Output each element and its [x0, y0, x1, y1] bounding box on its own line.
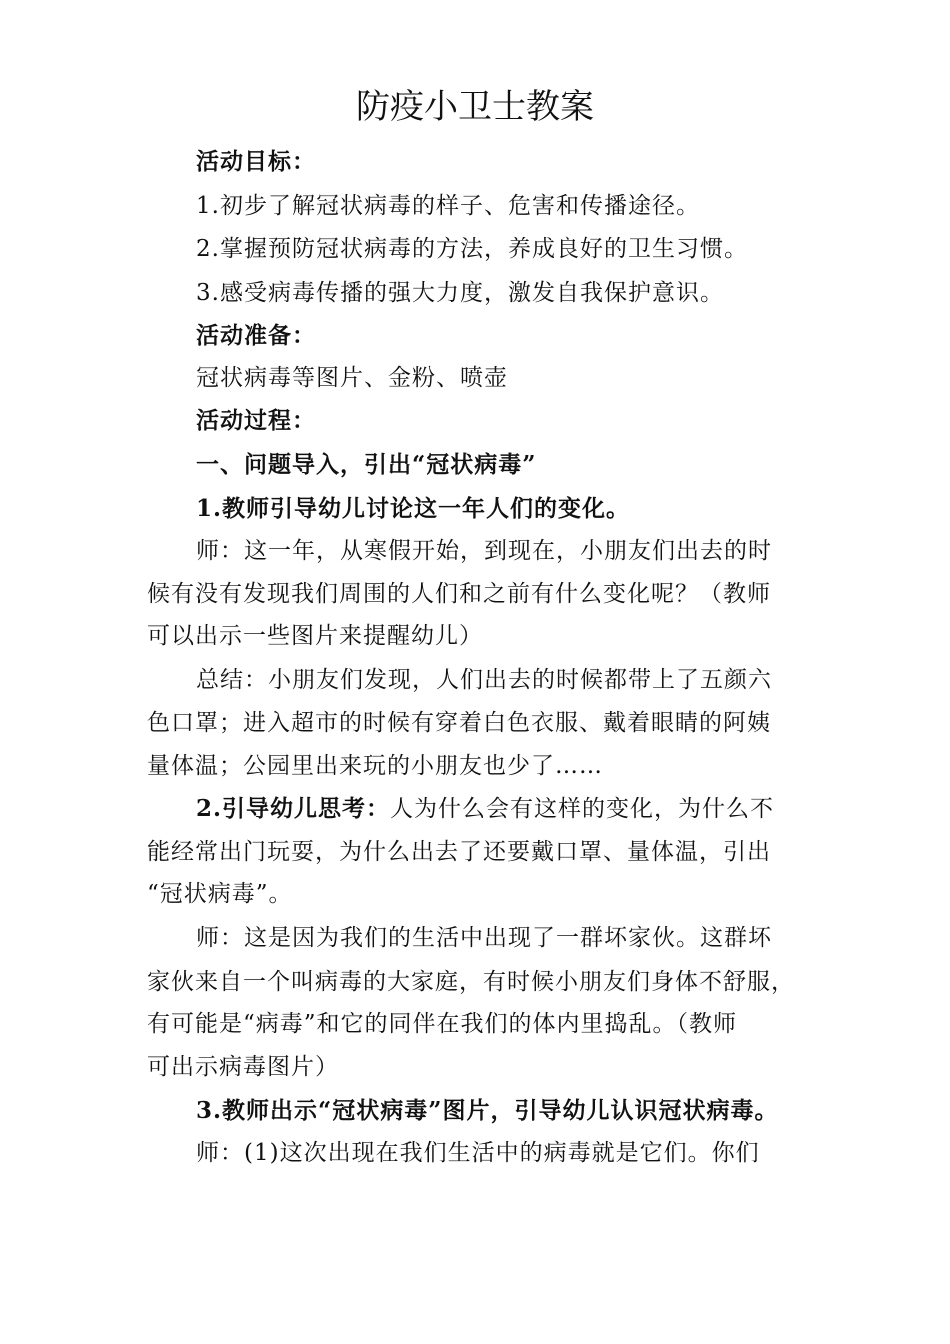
paragraph-line: 可出示病毒图片）	[147, 1054, 339, 1080]
paragraph-line: 有可能是“病毒”和它的同伴在我们的体内里捣乱。（教师	[147, 1011, 738, 1037]
step2-line	[196, 793, 816, 825]
paragraph-line: 色口罩；进入超市的时候有穿着白色衣服、戴着眼睛的阿姨	[147, 710, 771, 736]
paragraph-line: 候有没有发现我们周围的人们和之前有什么变化呢？（教师	[147, 581, 771, 607]
step2-text: 人为什么会有这样的变化，为什么不	[390, 796, 775, 822]
goal-item: 1.初步了解冠状病毒的样子、危害和传播途径。	[196, 193, 700, 219]
section1-heading: 一、问题导入，引出“冠状病毒”	[196, 451, 537, 478]
step2-heading: 2.引导幼儿思考：	[196, 795, 391, 822]
goals-heading: 活动目标：	[196, 148, 316, 175]
paragraph-line: 师：这是因为我们的生活中出现了一群坏家伙。这群坏	[196, 925, 772, 951]
paragraph-line: 师：(1)这次出现在我们生活中的病毒就是它们。你们	[196, 1140, 760, 1166]
paragraph-line: 量体温；公园里出来玩的小朋友也少了……	[147, 753, 603, 779]
paragraph-line: 可以出示一些图片来提醒幼儿）	[147, 623, 483, 649]
paragraph-line: 总结：小朋友们发现，人们出去的时候都带上了五颜六	[196, 667, 772, 693]
prep-heading: 活动准备：	[196, 322, 316, 349]
paragraph-line: “冠状病毒”。	[147, 881, 293, 907]
step1-heading: 1.教师引导幼儿讨论这一年人们的变化。	[196, 495, 631, 522]
document-title: 防疫小卫士教案	[356, 87, 594, 127]
goal-item: 2.掌握预防冠状病毒的方法，养成良好的卫生习惯。	[196, 236, 748, 262]
paragraph-line: 能经常出门玩耍，为什么出去了还要戴口罩、量体温，引出	[147, 839, 771, 865]
step3-heading: 3.教师出示“冠状病毒”图片，引导幼儿认识冠状病毒。	[196, 1097, 779, 1124]
process-heading: 活动过程：	[196, 407, 316, 434]
prep-text: 冠状病毒等图片、金粉、喷壶	[196, 365, 508, 391]
goal-item: 3.感受病毒传播的强大力度，激发自我保护意识。	[196, 280, 724, 306]
paragraph-line: 家伙来自一个叫病毒的大家庭，有时候小朋友们身体不舒服，	[147, 969, 795, 995]
paragraph-line: 师：这一年，从寒假开始，到现在，小朋友们出去的时	[196, 538, 772, 564]
